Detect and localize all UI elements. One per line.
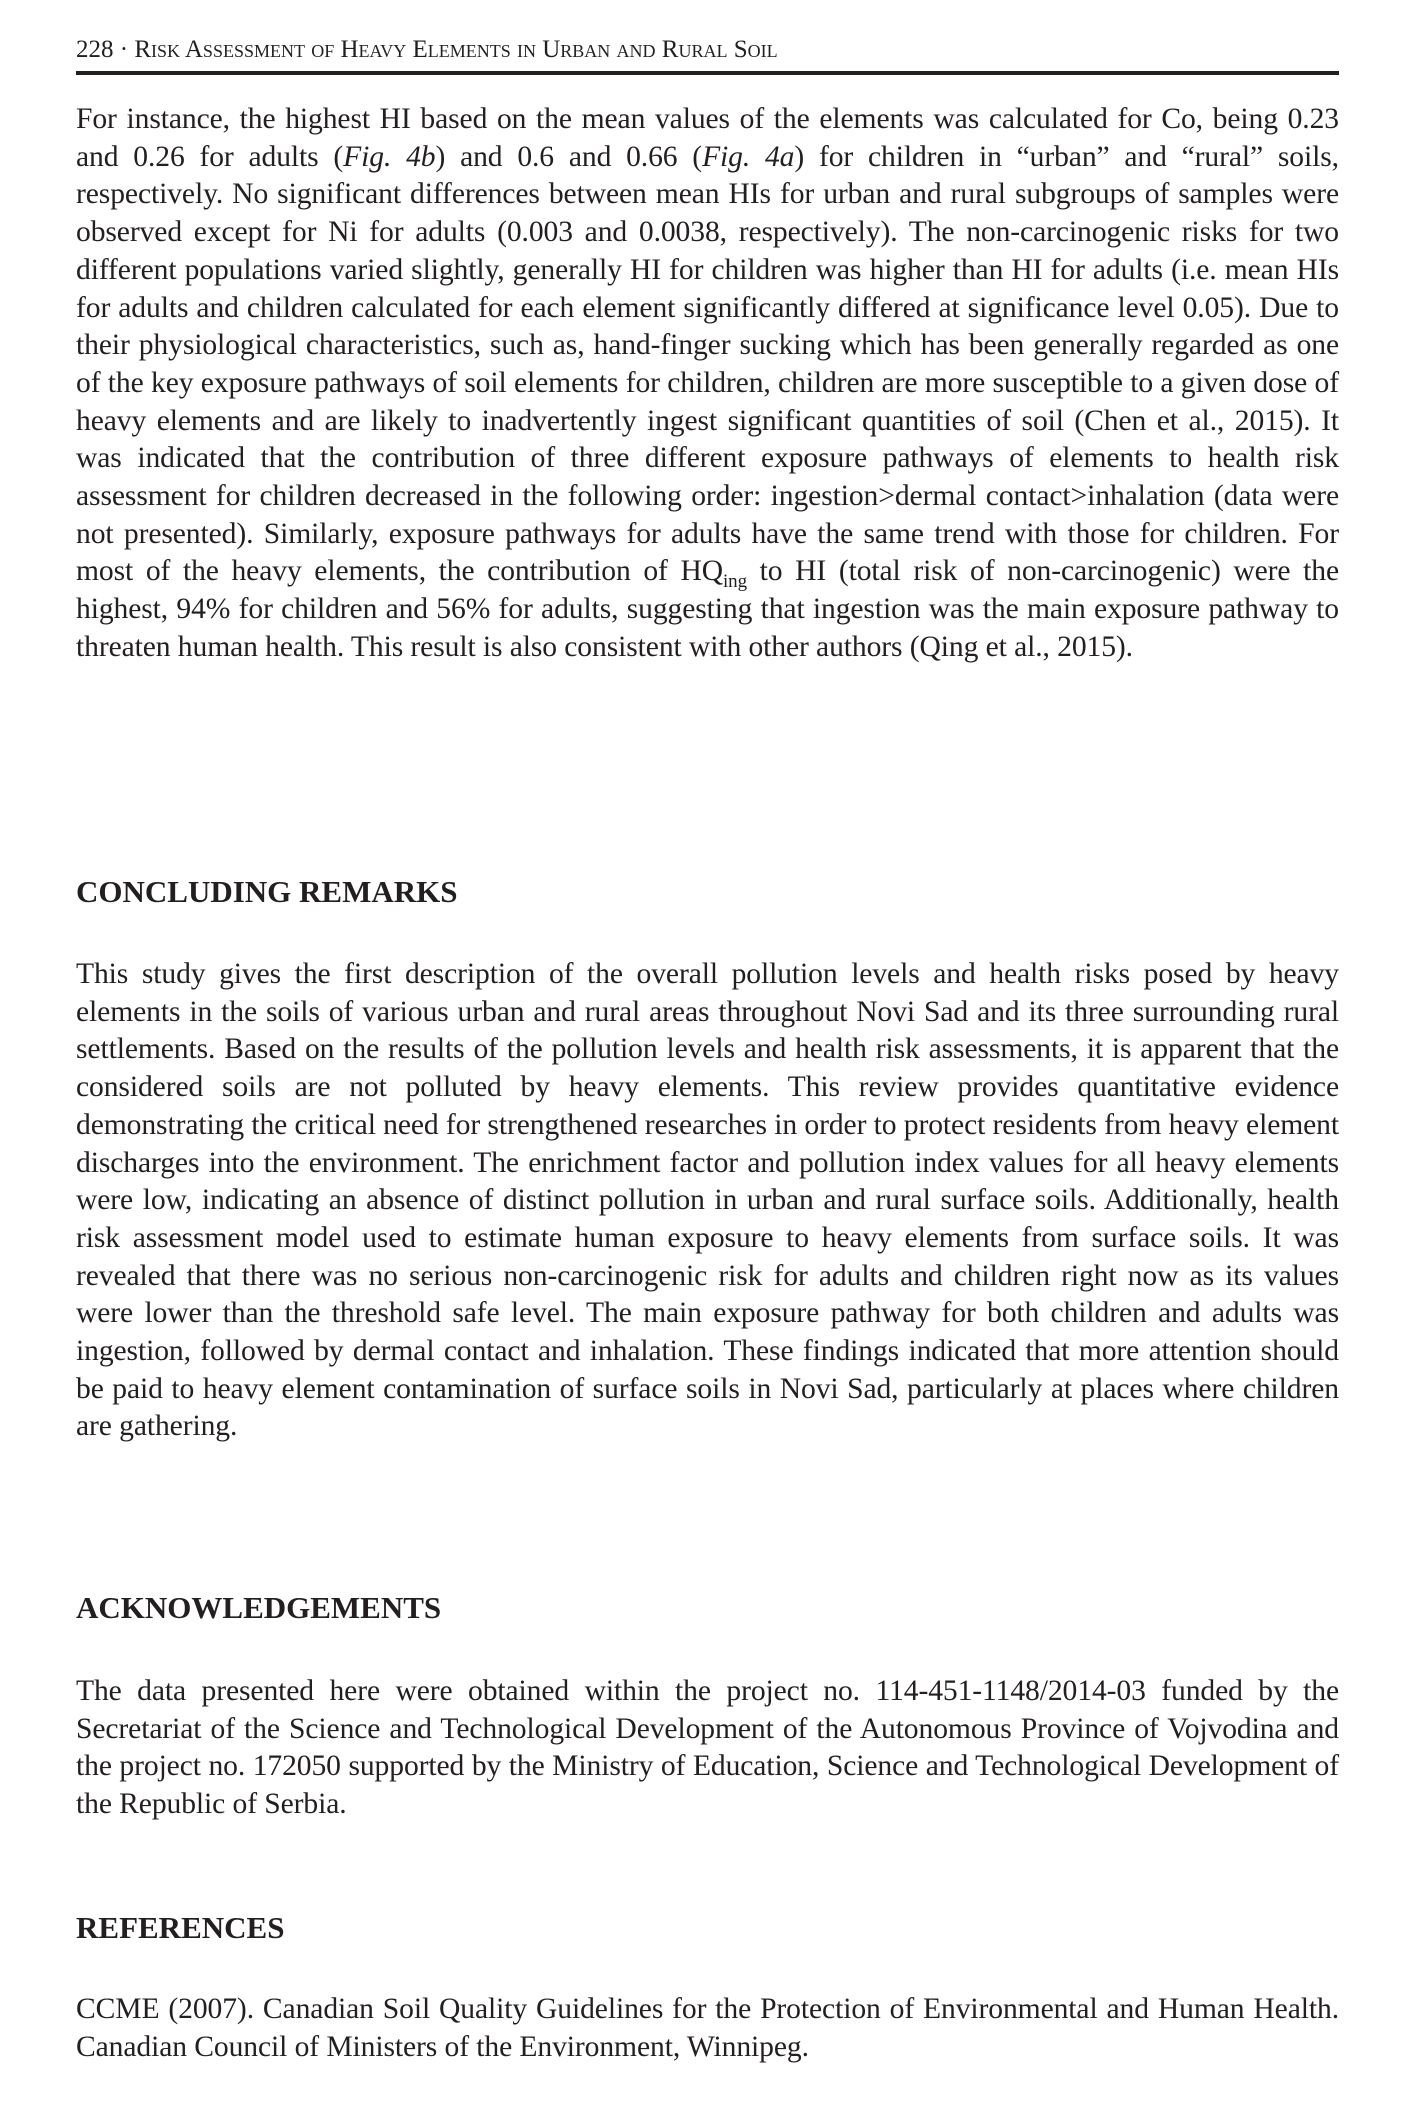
references-list bbox=[76, 1991, 1339, 2066]
acknowledgements-paragraph-block bbox=[76, 1673, 1339, 1824]
concluding-paragraph: This study gives the first description of the overall pollution levels and health risks posed by heavy elements in the soils of various urban and rural areas throughout Novi Sad and its three surrounding rural settlements. Based on the results of the pollution levels and health risk assessments, it is apparent that the considered soils are not polluted by heavy elements. This review provides quantitative evidence demonstrating the critical need for strengthened researches in order to protect residents from heavy element discharges into the environment. The enrichment factor and pollution index values for all heavy elements were low, indicating an absence of distinct pollution in urban and rural surface soils. Additionally, health risk assessment model used to estimate human exposure to heavy elements from surface soils. It was revealed that there was no serious non-carcinogenic risk for adults and children right now as its values were lower than the threshold safe level. The main exposure pathway for both children and adults was ingestion, followed by dermal contact and inhalation. These findings indicated that more attention should be paid to heavy element contamination of surface soils in Novi Sad, particularly at places where children are gathering. bbox=[76, 958, 1339, 1443]
intro-text-4: to HI (total risk of non-carcinogenic) were the highest, 94% for children and 56% for adults, suggesting that ingestion was the main exposure pathway to threaten human health. This result is also consistent with other authors (Qing et al., 2015). bbox=[76, 555, 1339, 663]
concluding-remarks-section bbox=[76, 872, 1339, 912]
intro-text-3: ) for children in “urban” and “rural” soils, respectively. No significant differences between mean HIs for urban and rural subgroups of samples were observed except for Ni for adults (0.003 and 0.0038, respectively). The non-carcinogenic risks for two different populations varied slightly, generally HI for children was higher than HI for adults (i.e. mean HIs for adults and children calculated for each element significantly differed at significance level 0.05). Due to their physiological characteristics, such as, hand-finger sucking which has been generally regarded as one of the key exposure pathways of soil elements for children, children are more susceptible to a given dose of heavy elements and are likely to inadvertently ingest significant quantities of soil (Chen et al., 2015). It was indicated that the contribution of three different exposure pathways of elements to health risk assessment for children decreased in the following order: ingestion>dermal contact>inhalation (data were not presented). Similarly, exposure pathways for adults have the same trend with those for children. For most of the heavy elements, the contribution of HQ bbox=[76, 140, 1339, 588]
section-heading-acknowledgements: ACKNOWLEDGEMENTS bbox=[76, 1590, 442, 1625]
figure-reference: Fig. 4a bbox=[702, 140, 795, 173]
section-heading-references: REFERENCES bbox=[76, 1910, 285, 1945]
running-head-separator: · bbox=[119, 36, 129, 63]
acknowledgements-paragraph: The data presented here were obtained within the project no. 114-451-1148/2014-03 funded by the Secretariat of the Science and Technological Development of the Autonomous Province of Vojvodina and the project no. 172050 supported by the Ministry of Education, Science and Technological Development of the Republic of Serbia. bbox=[76, 1675, 1339, 1821]
reference-item: CCME (2007). Canadian Soil Quality Guidelines for the Protection of Environmental and Human Health. Canadian Council of Ministers of the Environment, Winnipeg. bbox=[76, 1993, 1339, 2063]
page-number: 228 bbox=[76, 36, 114, 63]
subscript-ing: ing bbox=[722, 571, 747, 593]
concluding-paragraph-block bbox=[76, 956, 1339, 1446]
intro-paragraph bbox=[76, 101, 1339, 667]
intro-text-1: For instance, the highest HI based on the mean values of the elements was calculated for Co, being 0.23 and 0.26 for adults ( bbox=[76, 103, 1339, 173]
intro-text-2: ) and 0.6 and 0.66 ( bbox=[435, 140, 703, 173]
running-head bbox=[76, 36, 778, 64]
references-section bbox=[76, 1908, 1339, 1948]
section-heading-concluding: CONCLUDING REMARKS bbox=[76, 874, 458, 909]
acknowledgements-section bbox=[76, 1588, 1339, 1628]
header-rule bbox=[76, 71, 1339, 75]
running-head-title: Risk Assessment of Heavy Elements in Urban and Rural Soil bbox=[134, 36, 778, 63]
intro-paragraph-block bbox=[76, 101, 1339, 667]
figure-reference: Fig. 4b bbox=[343, 140, 436, 173]
